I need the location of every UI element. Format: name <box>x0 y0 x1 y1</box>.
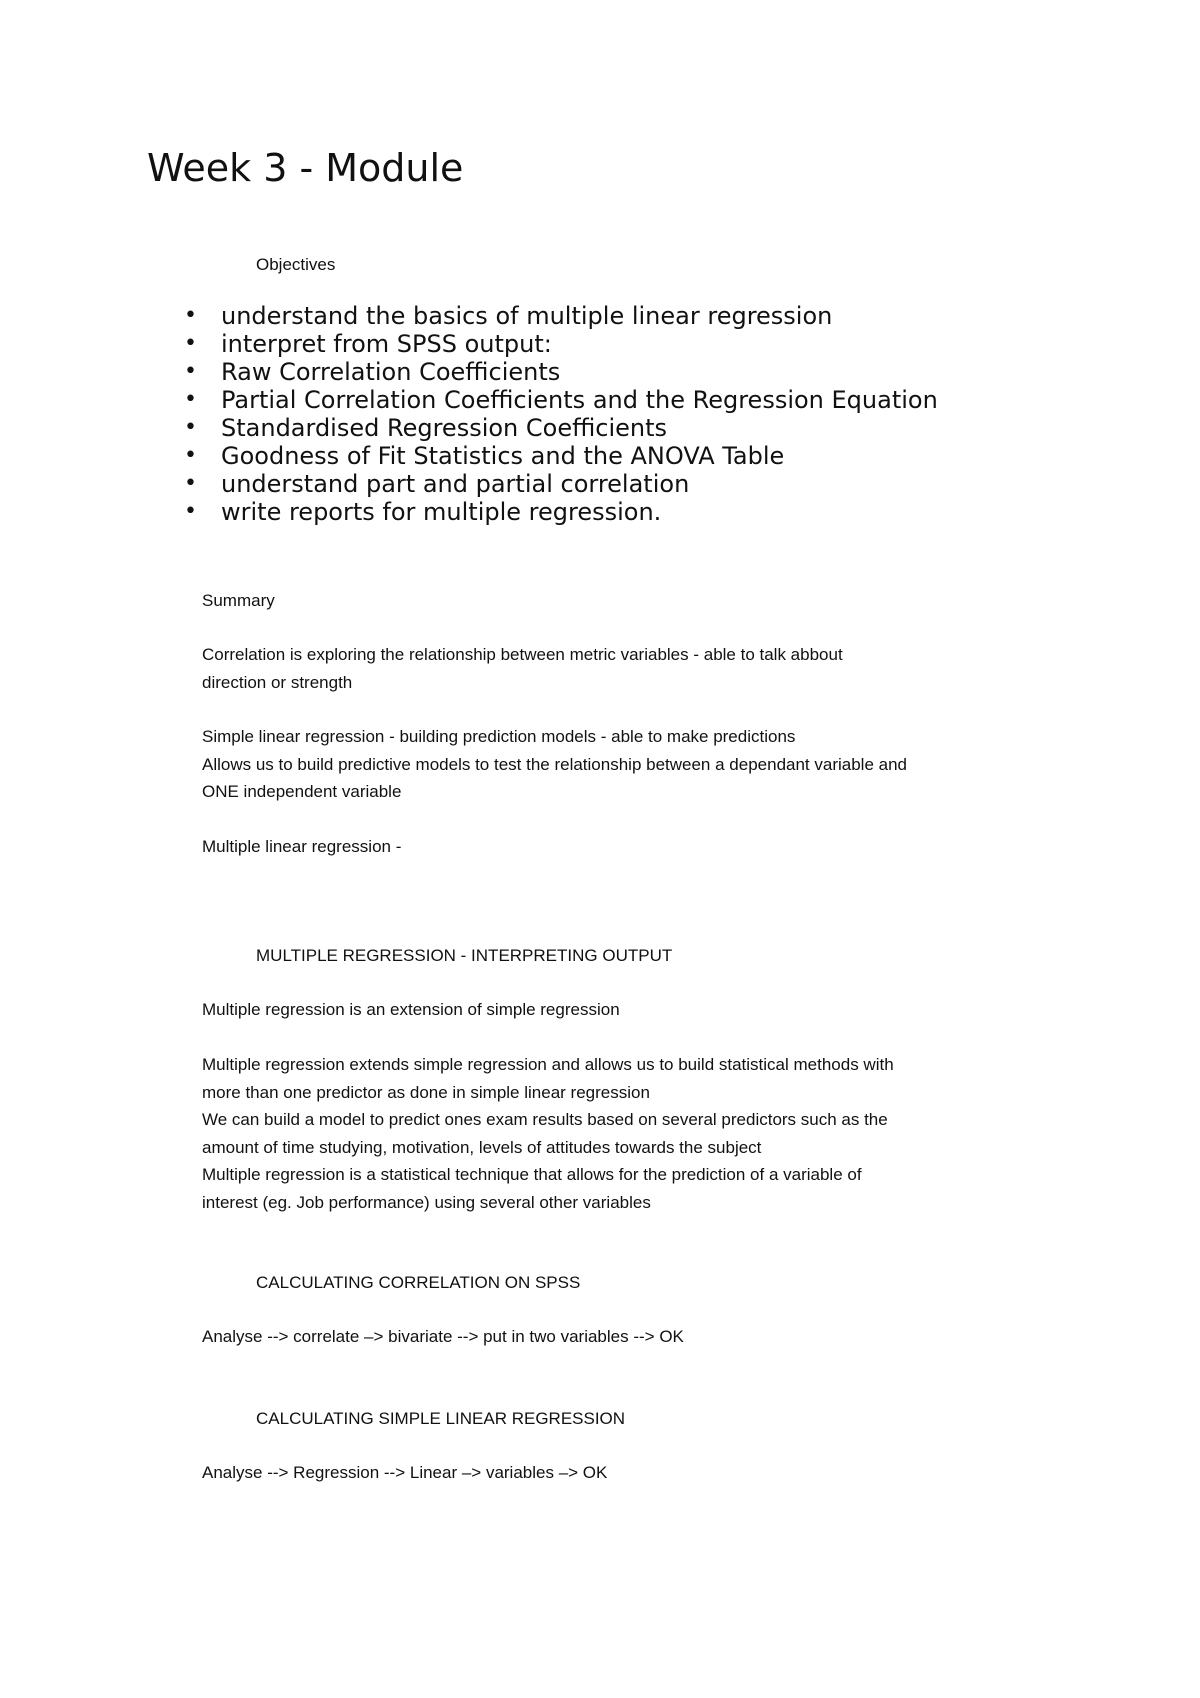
section-heading-multiple-regression: MULTIPLE REGRESSION - INTERPRETING OUTPUT <box>256 946 673 965</box>
list-item <box>0 302 938 330</box>
paragraph-line: amount of time studying, motivation, levels of attitudes towards the subject <box>202 1137 762 1157</box>
multiple-regression-paragraph <box>202 1051 1102 1216</box>
list-item <box>0 386 938 414</box>
paragraph-line: Allows us to build predictive models to test the relationship between a dependant variable and <box>202 754 907 774</box>
paragraph-line: Correlation is exploring the relationship between metric variables - able to talk abbout <box>202 645 843 664</box>
page-title: Week 3 - Module <box>147 146 464 190</box>
objectives-list <box>0 302 938 526</box>
section-heading-calc-simple-regression: CALCULATING SIMPLE LINEAR REGRESSION <box>256 1409 626 1428</box>
paragraph-line: We can build a model to predict ones exam results based on several predictors such as the <box>202 1110 888 1129</box>
list-item-text: Standardised Regression Coefficients <box>221 414 668 442</box>
objectives-heading: Objectives <box>256 255 336 274</box>
list-item <box>0 330 938 358</box>
section-heading-calc-correlation: CALCULATING CORRELATION ON SPSS <box>256 1273 581 1292</box>
bullet-icon: • <box>184 331 197 356</box>
list-item-text: Raw Correlation Coefficients <box>221 358 561 386</box>
bullet-icon: • <box>184 303 197 328</box>
list-item-text: understand the basics of multiple linear regression <box>221 302 833 330</box>
paragraph-line: Multiple regression is a statistical technique that allows for the prediction of a variable of <box>202 1165 862 1184</box>
paragraph-line: interest (eg. Job performance) using several other variables <box>202 1192 651 1212</box>
bullet-icon: • <box>184 387 197 412</box>
bullet-icon: • <box>184 415 197 440</box>
paragraph-line: direction or strength <box>202 672 353 692</box>
list-item-text: Goodness of Fit Statistics and the ANOVA Table <box>221 442 785 470</box>
paragraph-line: Multiple regression extends simple regression and allows us to build statistical methods with <box>202 1055 894 1074</box>
list-item <box>0 470 938 498</box>
list-item <box>0 498 938 526</box>
bullet-icon: • <box>184 499 197 524</box>
list-item-text: Partial Correlation Coefficients and the Regression Equation <box>221 386 938 414</box>
list-item <box>0 358 938 386</box>
bullet-icon: • <box>184 359 197 384</box>
paragraph-line: ONE independent variable <box>202 782 402 801</box>
simple-regression-paragraph <box>202 723 1102 806</box>
multiple-regression-line: Multiple linear regression - <box>202 837 402 856</box>
multiple-regression-intro: Multiple regression is an extension of simple regression <box>202 1000 620 1019</box>
paragraph-line: more than one predictor as done in simple linear regression <box>202 1082 650 1102</box>
list-item <box>0 442 938 470</box>
paragraph-line: Simple linear regression - building prediction models - able to make predictions <box>202 727 796 746</box>
bullet-icon: • <box>184 471 197 496</box>
correlation-paragraph <box>202 641 1102 696</box>
calc-simple-regression-steps: Analyse --> Regression --> Linear –> variables –> OK <box>202 1463 608 1482</box>
calc-correlation-steps: Analyse --> correlate –> bivariate --> put in two variables --> OK <box>202 1327 684 1346</box>
list-item-text: understand part and partial correlation <box>221 470 690 498</box>
list-item-text: interpret from SPSS output: <box>221 330 552 358</box>
bullet-icon: • <box>184 443 197 468</box>
summary-heading: Summary <box>202 591 275 610</box>
list-item-text: write reports for multiple regression. <box>221 498 662 526</box>
list-item <box>0 414 938 442</box>
